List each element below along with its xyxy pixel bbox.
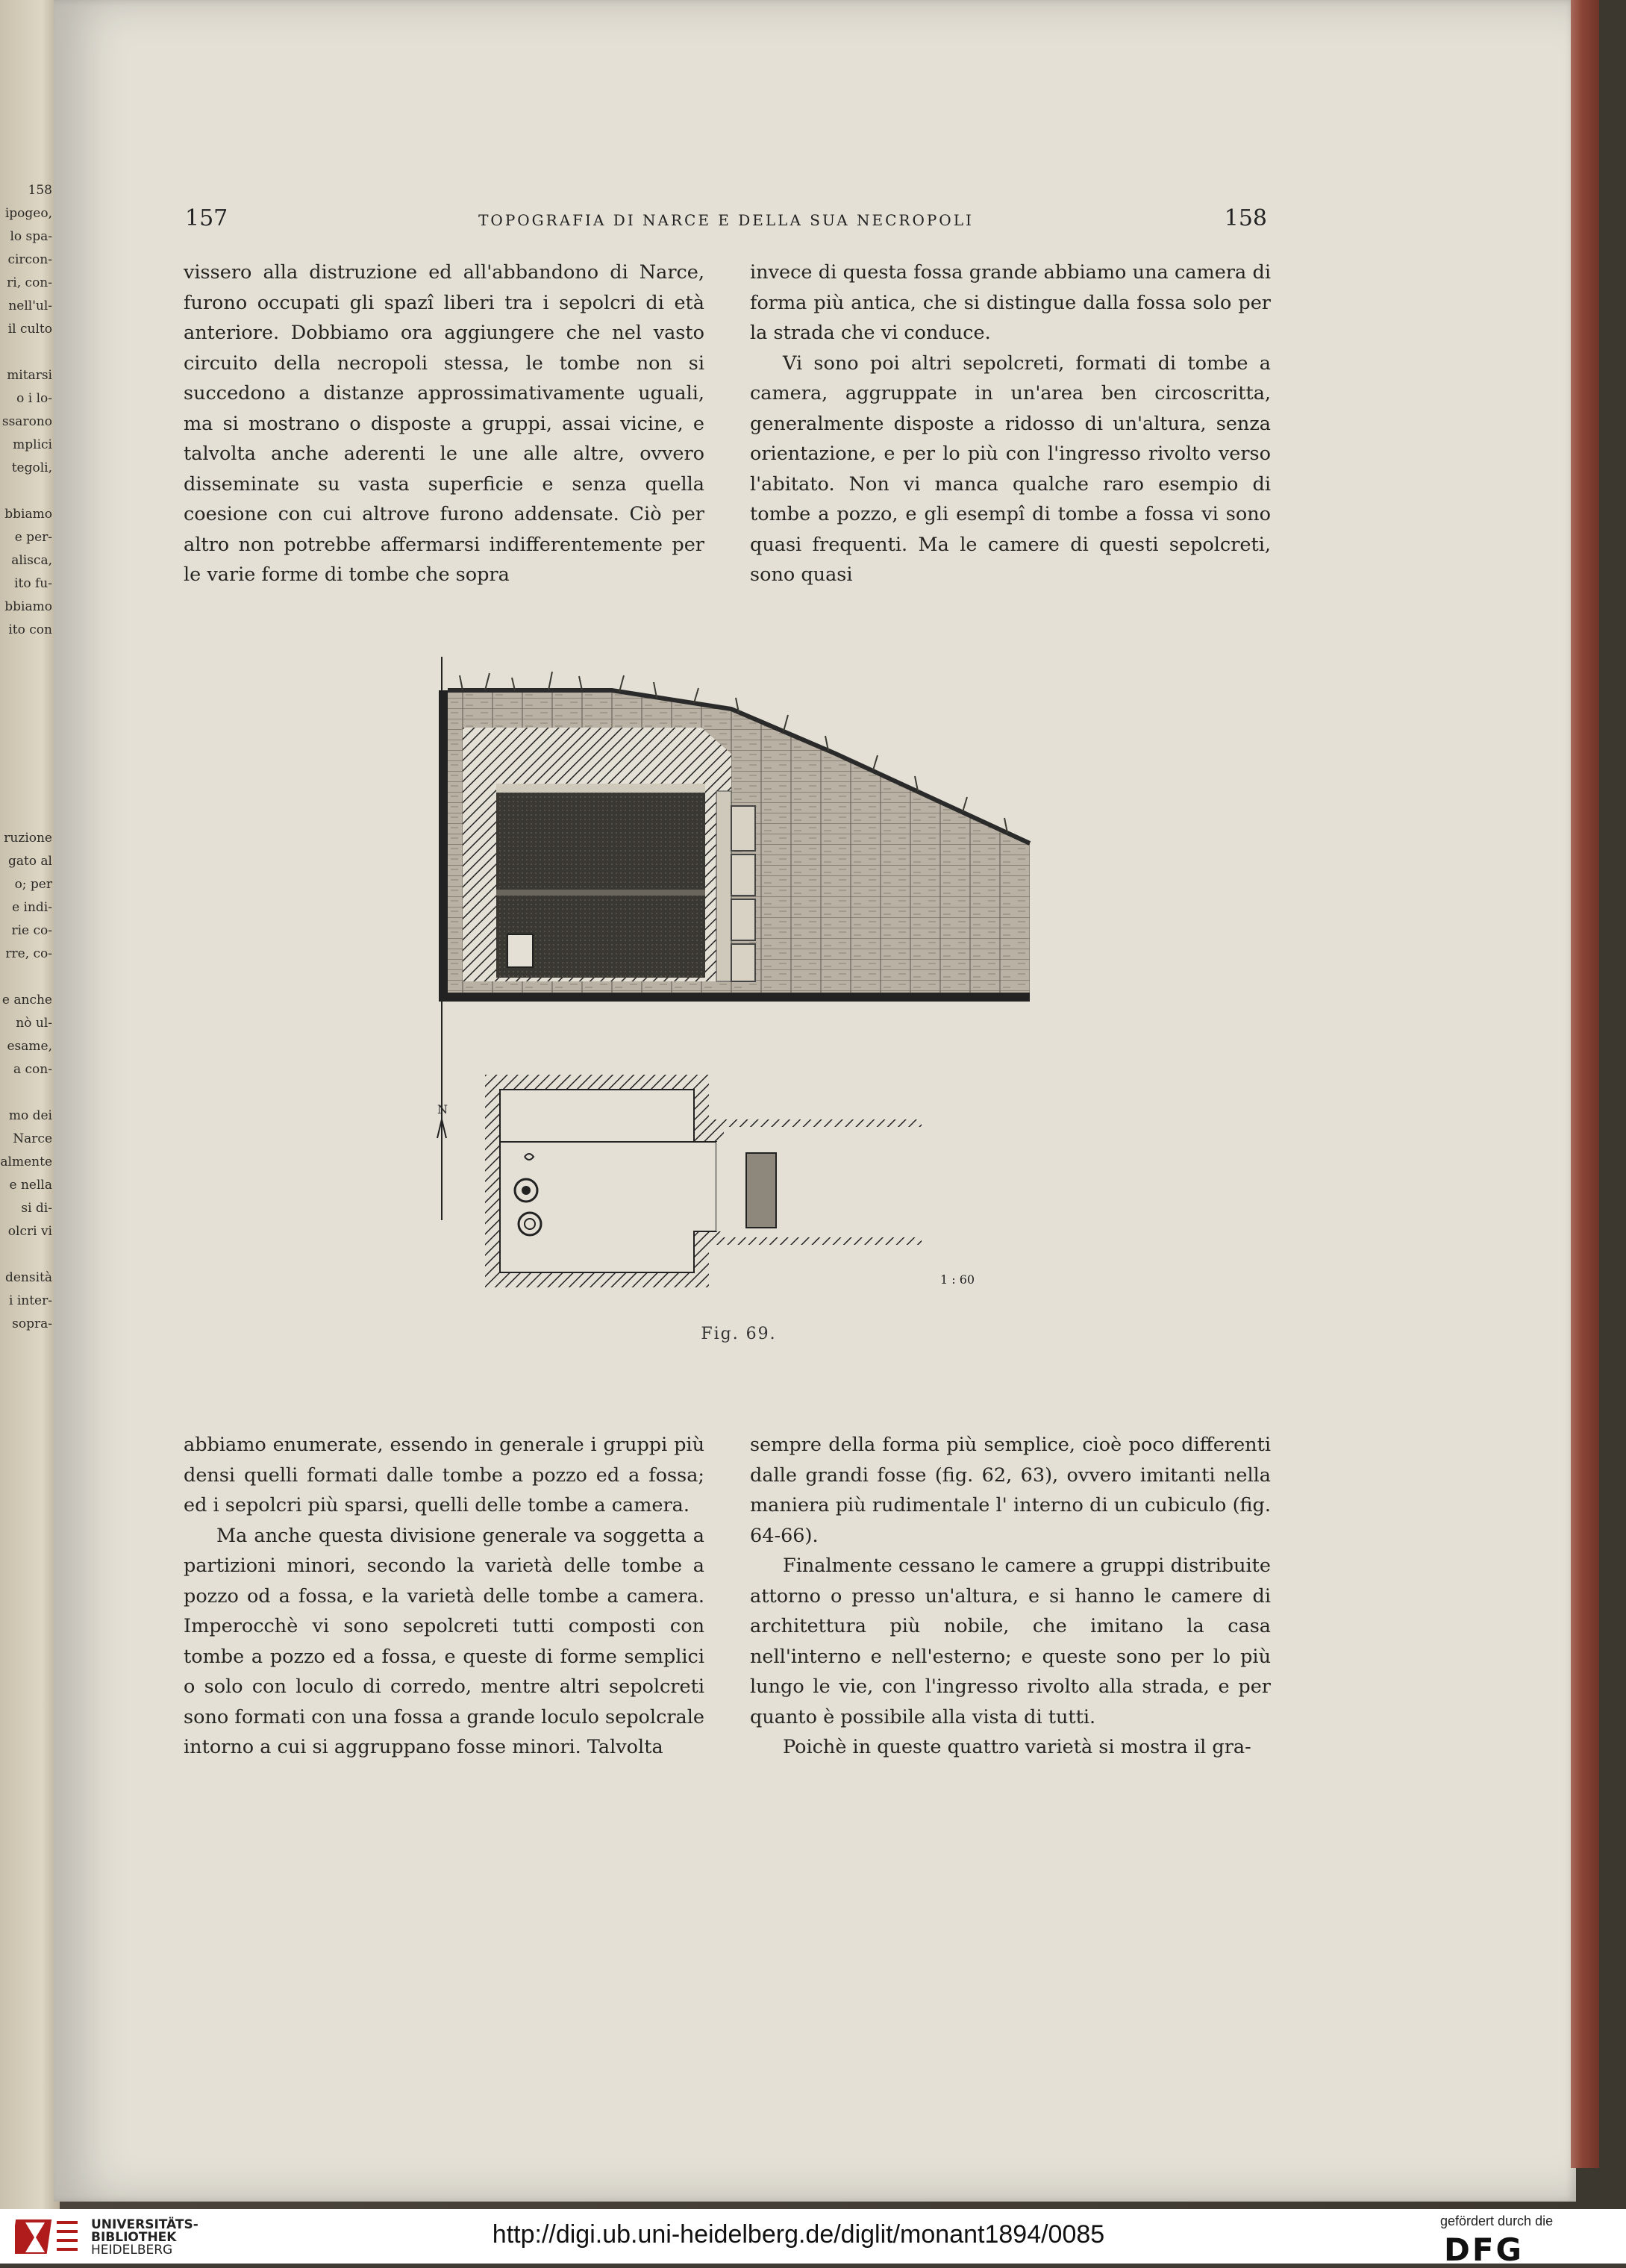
running-head: TOPOGRAFIA DI NARCE E DELLA SUA NECROPOLI [478,211,974,229]
margin-fragment: bbiamo [4,507,52,522]
margin-fragment: ruzione [4,831,52,846]
text-column-bottom-left [184,1430,704,1763]
paragraph: abbiamo enumerate, essendo in generale i gruppi più densi quelli formati dalle tombe a pozzo ed a fossa; ed i sepolcri più sparsi, quelli delle tombe a camera. [184,1434,704,1516]
paragraph: Vi sono poi altri sepolcreti, formati di tombe a camera, aggruppate in un'area ben circoscritta, generalmente disposte a ridosso di un'altura, senza orientazione, e per lo più con l'ingresso rivolto verso l'abitato. Non vi manca qualche raro esempio di tombe a pozzo, e gli esempî di tombe a fossa vi sono quasi frequenti. Ma le camere di questi sepolcreti, sono quasi [750,352,1271,586]
margin-fragment [0,1243,52,1266]
permalink-url[interactable]: http://digi.ub.uni-heidelberg.de/diglit/monant1894/0085 [492,2220,1105,2249]
facing-page-text-fragments [0,179,58,1851]
margin-fragment: o; per [14,877,52,892]
margin-fragment: Narce [13,1131,52,1146]
margin-fragment: mplici [13,437,52,452]
tomb-section-view [439,672,1030,1002]
university-library-name: UNIVERSITÄTS- BIBLIOTHEK HEIDELBERG [91,2217,198,2258]
margin-fragment: mo dei [8,1108,52,1123]
paragraph: Ma anche questa divisione generale va soggetta a partizioni minori, secondo la varietà delle tombe a pozzo od a fossa, e la varietà delle tombe a camera. Imperocchè vi sono sepolcreti tutti composti con tombe a pozzo ed a fossa, e queste di forme semplici o solo con loculo di corredo, mentre altri sepolcreti sono formati con una fossa a grande loculo sepolcrale intorno a cui si aggruppano fosse minori. Talvolta [184,1524,704,1758]
margin-fragment: alisca, [11,553,52,568]
margin-fragment: circon- [7,252,52,267]
margin-fragment: e nella [9,1178,52,1193]
margin-fragment: ito con [8,622,52,637]
paragraph: sempre della forma più semplice, cioè poco differenti dalle grandi fosse (fig. 62, 63), ovvero imitanti nella maniera più rudimentale l' interno di un cubiculo (fig. 64-66). [750,1434,1271,1547]
margin-fragment: rre, co- [5,946,52,961]
page-number-right: 158 [1224,205,1267,231]
scale-label: 1 : 60 [940,1272,975,1287]
margin-fragment [0,1081,52,1105]
margin-fragment [0,665,52,688]
text-column-bottom-right [750,1430,1271,1763]
margin-fragment: olcri vi [7,1224,52,1239]
figure-caption: Fig. 69. [701,1325,777,1343]
margin-fragment: ri, con- [7,275,52,290]
page-number-left: 157 [185,205,228,231]
margin-fragment [0,757,52,781]
margin-fragment: mitarsi [7,368,52,383]
margin-fragment: ssarono [1,414,52,429]
margin-fragment [0,642,52,665]
paragraph: vissero alla distruzione ed all'abbandono di Narce, furono occupati gli spazî liberi tra i sepolcri di età anteriore. Dobbiamo ora aggiungere che nel vasto circuito della necropoli stessa, le tombe non si succedono a distanze approssimativamente uguali, ma si mostrano o disposte a gruppi, assai vicine, e talvolta anche aderenti le une alle altre, ovvero disseminate su vasta superficie e senza quella coesione con cui altrove furono addensate. Ciò per altro non potrebbe affermarsi indifferentemente per le varie forme di tombe che sopra [184,261,704,586]
paragraph: invece di questa fossa grande abbiamo una camera di forma più antica, che si distingue dalla fossa solo per la strada che vi conduce. [750,261,1271,344]
university-library-logo-icon [15,2215,79,2258]
margin-fragment [0,804,52,827]
margin-fragment: gato al [7,854,52,869]
margin-fragment: 158 [28,183,52,198]
text-column-top-right [750,257,1271,590]
paragraph: Poichè in queste quattro varietà si mostra il gra- [783,1736,1251,1758]
margin-fragment: il culto [7,322,52,337]
margin-fragment: lo spa- [10,229,52,244]
margin-fragment: rie co- [11,923,52,938]
margin-fragment: densità [4,1270,52,1285]
margin-fragment: almente [0,1155,52,1169]
margin-fragment [0,480,52,503]
margin-fragment: ito fu- [14,576,52,591]
margin-fragment [0,966,52,989]
margin-fragment: i inter- [9,1293,52,1308]
paragraph: Finalmente cessano le camere a gruppi distribuite attorno o presso un'altura, e si hanno le camere di architettura più nobile, che imitano la casa nell'interno e nell'esterno; e queste sono per lo più lungo le vie, con l'ingresso rivolto alla strada, e per quanto è possibile alla vista di tutti. [750,1555,1271,1728]
margin-fragment: a con- [13,1062,52,1077]
margin-fragment: e indi- [12,900,52,915]
page-edge [1571,0,1599,2168]
margin-fragment: esame, [7,1039,52,1054]
margin-fragment: bbiamo [4,599,52,614]
page-header [185,205,1267,243]
margin-fragment [0,781,52,804]
tomb-illustration [418,657,1060,1328]
funded-by-text: gefördert durch die [1440,2214,1554,2228]
margin-fragment [0,688,52,711]
margin-fragment: ipogeo, [4,206,52,221]
margin-fragment: nò ul- [16,1016,52,1031]
dfg-logo: DFG [1444,2231,1525,2268]
margin-fragment: tegoli, [11,460,52,475]
margin-fragment [0,734,52,757]
north-arrow-label: N [437,1102,448,1116]
margin-fragment: e per- [14,530,52,545]
margin-fragment: o i lo- [16,391,52,406]
margin-fragment [0,341,52,364]
margin-fragment: si di- [21,1201,52,1216]
margin-fragment [0,711,52,734]
margin-fragment: e anche [1,993,52,1008]
text-column-top-left [184,257,704,590]
margin-fragment: sopra- [12,1316,52,1331]
margin-fragment: nell'ul- [8,299,52,313]
